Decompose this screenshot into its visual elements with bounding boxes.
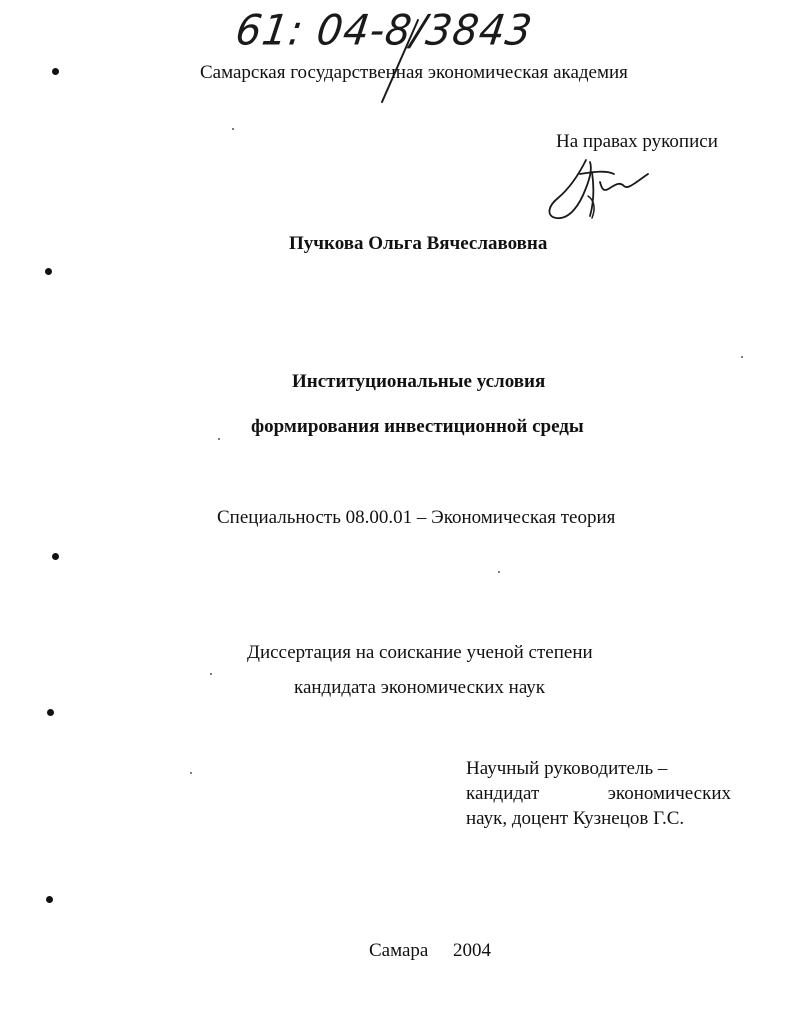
binding-mark-1 [52,68,59,75]
scan-speck [498,571,500,573]
binding-mark-2 [45,268,52,275]
scan-speck [218,438,220,440]
city: Самара [369,940,429,961]
scan-speck [190,772,192,774]
binding-mark-4 [47,709,54,716]
handwritten-archive-code: 61: 04-8/3843 [232,6,536,56]
binding-mark-5 [46,896,53,903]
author-name: Пучкова Ольга Вячеславовна [289,233,548,254]
title-line-2: формирования инвестиционной среды [251,416,584,437]
supervisor-line-1: Научный руководитель – [466,758,668,779]
year: 2004 [453,940,491,961]
title-line-1: Институциональные условия [292,371,546,392]
scan-speck [741,356,743,358]
scan-speck [232,128,234,130]
institution-name: Самарская государственная экономическая академия [200,62,628,83]
supervisor-line-2 [466,781,731,806]
binding-mark-3 [52,553,59,560]
supervisor-line-3: наук, доцент Кузнецов Г.С. [466,808,685,829]
dissertation-line-2: кандидата экономических наук [294,677,546,698]
supervisor-field-word: экономических [607,783,731,804]
scan-speck [210,673,212,675]
supervisor-degree-word: кандидат [466,783,540,804]
dissertation-line-1: Диссертация на соискание ученой степени [247,642,593,663]
supervisor-block [466,756,731,831]
manuscript-note: На правах рукописи [556,131,718,152]
author-signature [540,152,660,224]
specialty: Специальность 08.00.01 – Экономическая теория [217,507,616,528]
